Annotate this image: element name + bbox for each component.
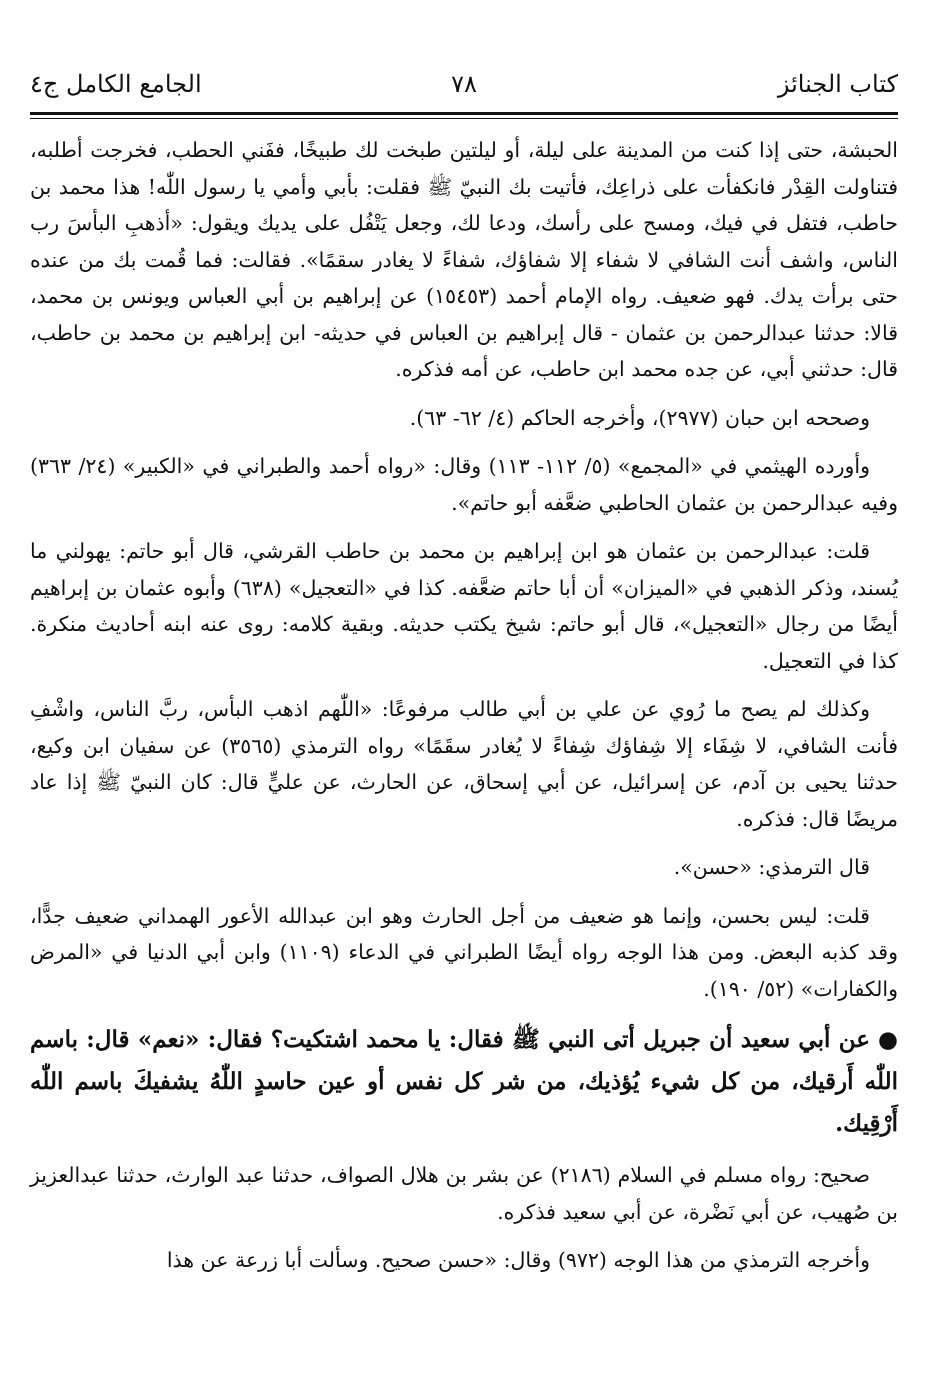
paragraph: وصححه ابن حبان (٢٩٧٧)، وأخرجه الحاكم (٤/ ٦٢- ٦٣). bbox=[409, 405, 870, 430]
paragraph: صحيح: رواه مسلم في السلام (٢١٨٦) عن بشر بن هلال الصواف، حدثنا عبد الوارث، حدثنا عبدالعزيز بن صُهيب، عن أبي نَضْرة، عن أبي سعيد فذكره. bbox=[30, 1163, 898, 1224]
bullet-icon: ● bbox=[877, 1026, 898, 1053]
paragraph: الحبشة، حتى إذا كنت من المدينة على ليلة، أو ليلتين طبخت لك طبيخًا، ففَني الحطب، فخرجت أطلبه، فتناولت القِدْر فانكفأت على ذراعِك، فأتيت بك النبيّ ﷺ فقلت: بأبي وأمي يا رسول اللّٰه! هذا محمد بن حاطب، فتفل في فيك، ومسح على رأسك، ودعا لك، وجعل يَتْفُل على يديك ويقول: «أذهبِ البأسَ رب الناس، واشف أنت الشافي لا شفاء إلا شفاؤك، شفاءً لا يغادر سقمًا». فقالت: فما قُمت بك من عنده حتى برأت يدك. فهو ضعيف. رواه الإمام أحمد (١٥٤٥٣) عن إبراهيم بن أبي العباس ويونس بن محمد، قالا: حدثنا عبدالرحمن بن عثمان - قال إبراهيم بن العباس في حديثه- ابن إبراهيم بن محمد بن حاطب، قال: حدثني أبي، عن جده محمد ابن حاطب، عن أمه فذكره. bbox=[30, 138, 898, 381]
running-header bbox=[30, 62, 898, 112]
book-title: كتاب الجنائز bbox=[777, 70, 898, 98]
paragraph: قلت: عبدالرحمن بن عثمان هو ابن إبراهيم بن محمد بن حاطب القرشي، قال أبو حاتم: يهولني ما يُسند، وذكر الذهبي في «الميزان» أن أبا حاتم ضعَّفه. كذا في «التعجيل» (٦٣٨) وأبوه عثمان بن إبراهيم أيضًا من رجال «التعجيل»، قال أبو حاتم: شيخ يكتب حديثه. وبقية كلامه: روى عنه ابنه أحاديث منكرة. كذا في التعجيل. bbox=[30, 539, 898, 673]
paragraph: وكذلك لم يصح ما رُوي عن علي بن أبي طالب مرفوعًا: «اللّٰهم اذهب البأس، ربَّ الناس، واشْفِ فأنت الشافي، لا شِفَاء إلا شِفاؤك شِفاءً لا يُغادر سقَمًا» رواه الترمذي (٣٥٦٥) عن سفيان ابن وكيع، حدثنا يحيى بن آدم، عن إسرائيل، عن أبي إسحاق، عن الحارث، عن عليٍّ قال: كان النبيّ ﷺ إذا عاد مريضًا قال: فذكره. bbox=[30, 697, 898, 831]
hadith-text bbox=[30, 1019, 898, 1145]
paragraph: وأخرجه الترمذي من هذا الوجه (٩٧٢) وقال: «حسن صحيح. وسألت أبا زرعة عن هذا bbox=[166, 1248, 870, 1272]
page-number: ٧٨ bbox=[451, 70, 477, 98]
header-rule-thin bbox=[30, 118, 898, 119]
page-body bbox=[30, 132, 898, 1291]
paragraph: وأورده الهيثمي في «المجمع» (٥/ ١١٢- ١١٣) وقال: «رواه أحمد والطبراني في «الكبير» (٢٤/ ٣٦٣) وفيه عبدالرحمن بن عثمان الحاطبي ضعَّفه أبو حاتم». bbox=[30, 454, 898, 515]
paragraph: قال الترمذي: «حسن». bbox=[673, 855, 870, 879]
hadith-body: عن أبي سعيد أن جبريل أتى النبي ﷺ فقال: يا محمد اشتكيت؟ فقال: «نعم» قال: باسم اللّٰه أَرقيك، من كل شيء يُؤذيك، من شر كل نفس أو عين حاسدٍ اللّٰهُ يشفيكَ باسم اللّٰه أَرْقِيك. bbox=[30, 1026, 898, 1137]
work-title: الجامع الكامل ج٤ bbox=[30, 70, 202, 98]
header-rule-thick bbox=[30, 112, 898, 115]
paragraph: قلت: ليس بحسن، وإنما هو ضعيف من أجل الحارث وهو ابن عبدالله الأعور الهمداني ضعيف جدًّا، وقد كذبه البعض. ومن هذا الوجه رواه أيضًا الطبراني في الدعاء (١١٠٩) وابن أبي الدنيا في «المرض والكفارات» (٥٢/ ١٩٠). bbox=[30, 903, 898, 1001]
